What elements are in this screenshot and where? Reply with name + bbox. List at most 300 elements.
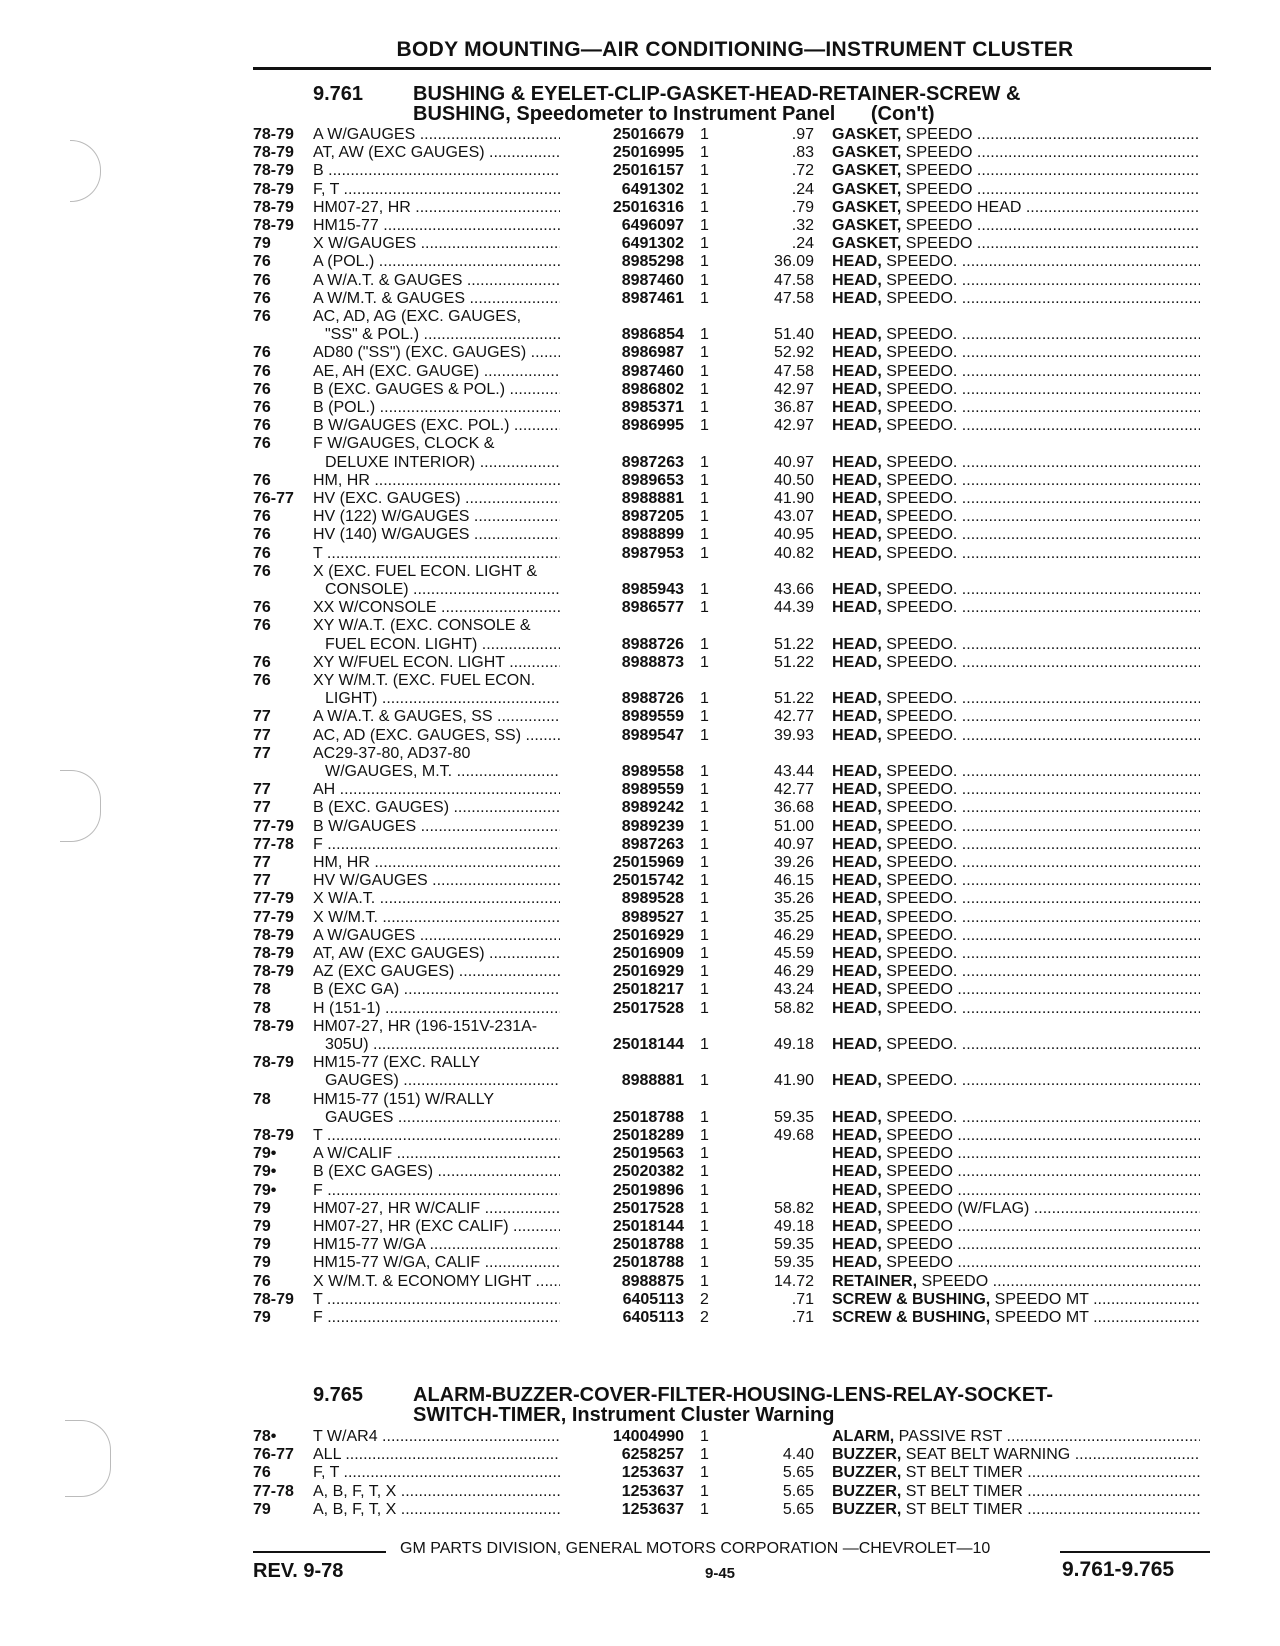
- part-name-bold: HEAD,: [832, 326, 882, 344]
- part-name-bold: RETAINER,: [832, 1272, 918, 1290]
- model-year: 76: [253, 271, 271, 289]
- part-name-detail: SPEEDO.: [881, 708, 958, 726]
- part-number: 6496097: [560, 217, 684, 235]
- table-row: [0, 435, 1280, 453]
- part-name-bold: HEAD,: [832, 817, 882, 835]
- table-row: [0, 636, 1280, 654]
- part-name-bold: SCREW & BUSHING,: [832, 1290, 991, 1308]
- application-desc: X W/GAUGES .....: [313, 235, 581, 253]
- part-number: 25019896: [560, 1182, 684, 1200]
- quantity: 1: [700, 471, 709, 489]
- part-name: [832, 781, 1200, 799]
- section-number: 9.765: [313, 1384, 364, 1406]
- price: 40.82: [773, 544, 814, 562]
- part-name-bold: HEAD,: [832, 289, 882, 307]
- application-desc: AC, AD (EXC. GAUGES, SS) .....: [313, 727, 581, 745]
- quantity: 1: [700, 1036, 709, 1053]
- price: 59.35: [773, 1236, 814, 1254]
- application-desc: XX W/CONSOLE .....: [313, 599, 581, 617]
- model-year: 79: [253, 1218, 271, 1235]
- model-year: 78: [253, 999, 271, 1017]
- application-desc: A W/A.T. & GAUGES .....: [313, 272, 581, 290]
- part-name-bold: HEAD,: [832, 453, 882, 471]
- price: 47.58: [773, 271, 814, 289]
- part-name-detail: SPEEDO.: [881, 471, 958, 489]
- part-name: [832, 1109, 1200, 1127]
- price: 5.65: [782, 1464, 814, 1482]
- price: 36.87: [773, 399, 814, 416]
- table-row: [0, 927, 1280, 945]
- part-name: [832, 981, 1200, 999]
- price: 46.15: [773, 872, 814, 890]
- part-number: 1253637: [560, 1464, 684, 1482]
- part-name: [832, 799, 1200, 817]
- price: 42.77: [773, 708, 814, 726]
- part-name: [832, 818, 1200, 836]
- model-year: 78-79: [253, 144, 294, 162]
- part-name-detail: SPEEDO.: [881, 490, 958, 507]
- part-name-detail: SPEEDO: [901, 126, 973, 143]
- table-row: [0, 545, 1280, 563]
- part-name: [832, 690, 1200, 708]
- application-desc: HV (140) W/GAUGES .....: [313, 526, 581, 544]
- section-title-rest: Speedometer to Instrument Panel: [516, 103, 836, 125]
- quantity: 1: [700, 708, 709, 726]
- quantity: 1: [700, 1163, 709, 1181]
- quantity: 1: [700, 817, 709, 835]
- part-name-bold: HEAD,: [832, 835, 882, 853]
- model-year: 76: [253, 308, 271, 325]
- part-name-detail: SPEEDO: [881, 981, 953, 999]
- part-name-detail: SPEEDO.: [881, 417, 958, 435]
- price: 40.97: [773, 453, 814, 471]
- price: .71: [791, 1309, 814, 1326]
- quantity: 1: [700, 999, 709, 1017]
- price: 40.95: [773, 526, 814, 544]
- table-row: [0, 781, 1280, 799]
- table-row: [0, 454, 1280, 472]
- part-number: 8987953: [560, 545, 684, 563]
- price: .24: [791, 235, 814, 253]
- part-name: [832, 1236, 1200, 1254]
- application-desc: X W/M.T. .....: [313, 909, 581, 927]
- price: 39.26: [773, 854, 814, 871]
- price: 49.68: [773, 1127, 814, 1144]
- quantity: 1: [700, 126, 709, 143]
- part-name-bold: BUZZER,: [832, 1464, 902, 1482]
- price: 4.40: [782, 1446, 814, 1464]
- part-name-detail: SPEEDO.: [881, 835, 958, 853]
- quantity: 1: [700, 1127, 709, 1144]
- part-name: [832, 890, 1200, 908]
- price: .72: [791, 162, 814, 180]
- part-name-detail: SPEEDO: [901, 217, 973, 234]
- application-desc: F .....: [313, 836, 581, 854]
- table-row: [0, 363, 1280, 381]
- part-name-bold: SCREW & BUSHING,: [832, 1309, 991, 1326]
- price: 35.26: [773, 890, 814, 908]
- part-name-detail: SPEEDO.: [881, 854, 958, 871]
- part-name-bold: BUZZER,: [832, 1500, 902, 1518]
- footer-revision: REV. 9-78: [253, 1560, 344, 1582]
- application-desc: AC, AD, AG (EXC. GAUGES,: [313, 308, 522, 325]
- model-year: 76: [253, 526, 271, 544]
- part-number: 25017528: [560, 1000, 684, 1018]
- part-name-bold: HEAD,: [832, 999, 882, 1017]
- price: 59.35: [773, 1254, 814, 1272]
- part-name: [832, 1291, 1200, 1309]
- part-name-detail: SPEEDO.: [881, 817, 958, 835]
- part-name: [832, 144, 1200, 162]
- part-number: 8989558: [560, 763, 684, 781]
- part-number: 8987263: [560, 836, 684, 854]
- model-year: 76: [253, 562, 271, 580]
- part-name-detail: SPEEDO (W/FLAG): [881, 1199, 1030, 1217]
- part-number: 8986854: [560, 326, 684, 344]
- table-row: [0, 1109, 1280, 1127]
- quantity: 1: [700, 490, 709, 507]
- table-row: [0, 945, 1280, 963]
- quantity: 1: [700, 890, 709, 908]
- footer-section-range: 9.761-9.765: [1062, 1558, 1175, 1581]
- table-row: [0, 144, 1280, 162]
- part-number: 8985943: [560, 581, 684, 599]
- part-name: [832, 727, 1200, 745]
- table-row: [0, 508, 1280, 526]
- table-row: [0, 217, 1280, 235]
- price: 51.00: [773, 817, 814, 835]
- model-year: 76: [253, 544, 271, 562]
- quantity: 1: [700, 144, 709, 162]
- part-name: [832, 454, 1200, 472]
- part-name-bold: HEAD,: [832, 1254, 882, 1272]
- model-year: 77: [253, 781, 271, 799]
- part-name-bold: HEAD,: [832, 344, 882, 362]
- part-name-detail: SPEEDO.: [881, 799, 958, 817]
- part-name-bold: BUZZER,: [832, 1446, 902, 1464]
- part-number: 8987205: [560, 508, 684, 526]
- application-desc: A (POL.) .....: [313, 253, 581, 271]
- price: 47.58: [773, 289, 814, 307]
- model-year: 77-78: [253, 1482, 294, 1500]
- part-name-bold: HEAD,: [832, 926, 882, 944]
- model-year: 79: [253, 1199, 271, 1217]
- part-name-bold: HEAD,: [832, 362, 882, 380]
- part-name-detail: SPEEDO: [917, 1272, 989, 1290]
- part-name: [832, 326, 1200, 344]
- table-row: [0, 344, 1280, 362]
- price: 14.72: [773, 1272, 814, 1290]
- part-name-detail: SPEEDO: [901, 162, 973, 180]
- quantity: 2: [700, 1309, 709, 1326]
- application-desc: ALL .....: [313, 1446, 581, 1464]
- table-row: [0, 1273, 1280, 1291]
- part-number: 8989559: [560, 708, 684, 726]
- model-year: 76: [253, 380, 271, 398]
- model-year: 76: [253, 653, 271, 671]
- application-desc: AH .....: [313, 781, 581, 799]
- application-desc: AC29-37-80, AD37-80: [313, 744, 471, 762]
- part-number: 8989239: [560, 818, 684, 836]
- part-name-detail: SPEEDO: [901, 180, 973, 198]
- part-name: [832, 253, 1200, 271]
- model-year: 78-79: [253, 1017, 294, 1035]
- part-name-bold: HEAD,: [832, 1036, 882, 1053]
- price: 35.25: [773, 908, 814, 926]
- part-name-detail: SPEEDO.: [881, 781, 958, 799]
- part-number: 8988881: [560, 1072, 684, 1090]
- part-name-bold: HEAD,: [832, 763, 882, 780]
- quantity: 1: [700, 198, 709, 216]
- model-year: 78-79: [253, 198, 294, 216]
- table-row: [0, 1036, 1280, 1054]
- part-name-detail: SPEEDO: [881, 1181, 953, 1199]
- price: 42.77: [773, 781, 814, 799]
- part-name-detail: SEAT BELT WARNING: [901, 1446, 1071, 1464]
- application-desc: B W/GAUGES .....: [313, 818, 581, 836]
- model-year: 76: [253, 1464, 271, 1482]
- part-name: [832, 508, 1200, 526]
- part-name: [832, 272, 1200, 290]
- part-number: 25016909: [560, 945, 684, 963]
- part-name-detail: PASSIVE RST: [894, 1428, 1003, 1445]
- application-desc: T .....: [313, 1291, 581, 1309]
- part-number: 8989242: [560, 799, 684, 817]
- application-desc: XY W/A.T. (EXC. CONSOLE &: [313, 617, 531, 635]
- part-name-bold: HEAD,: [832, 544, 882, 562]
- model-year: 77-79: [253, 817, 294, 835]
- table-row: [0, 1145, 1280, 1163]
- section-title-line2: [413, 104, 935, 124]
- part-name-bold: HEAD,: [832, 726, 882, 744]
- part-number: 25016929: [560, 963, 684, 981]
- part-name-detail: SPEEDO.: [881, 271, 958, 289]
- model-year: 78-79: [253, 1290, 294, 1308]
- price: 52.92: [773, 344, 814, 362]
- part-name-bold: HEAD,: [832, 1218, 882, 1235]
- part-name: [832, 872, 1200, 890]
- table-row: [0, 1000, 1280, 1018]
- part-name: [832, 1000, 1200, 1018]
- application-desc: HM07-27, HR (196-151V-231A-: [313, 1017, 538, 1035]
- price: 51.22: [773, 635, 814, 653]
- application-desc: XY W/M.T. (EXC. FUEL ECON.: [313, 672, 536, 689]
- model-year: 78-79: [253, 963, 294, 981]
- quantity: 1: [700, 344, 709, 362]
- part-number: 8987460: [560, 363, 684, 381]
- part-number: 25016995: [560, 144, 684, 162]
- part-number: 6491302: [560, 181, 684, 199]
- part-name-bold: GASKET,: [832, 217, 902, 234]
- part-name: [832, 1145, 1200, 1163]
- quantity: 1: [700, 1500, 709, 1518]
- application-desc: HM, HR .....: [313, 472, 581, 490]
- part-name-bold: BUZZER,: [832, 1482, 902, 1500]
- table-row: [0, 1200, 1280, 1218]
- application-desc: HM15-77 (151) W/RALLY: [313, 1090, 495, 1108]
- page-header-title: BODY MOUNTING—AIR CONDITIONING—INSTRUMENT CLUSTER: [396, 38, 1074, 61]
- application-desc: F, T .....: [313, 1464, 581, 1482]
- part-name-bold: HEAD,: [832, 490, 882, 507]
- part-name: [832, 1464, 1200, 1482]
- part-name-bold: HEAD,: [832, 854, 882, 871]
- table-row: [0, 272, 1280, 290]
- price: 36.68: [773, 799, 814, 817]
- quantity: 1: [700, 326, 709, 344]
- application-desc: FUEL ECON. LIGHT) .....: [313, 636, 593, 654]
- part-number: 8988875: [560, 1273, 684, 1291]
- part-name-detail: SPEEDO.: [881, 963, 958, 981]
- table-row: [0, 654, 1280, 672]
- model-year: 77-79: [253, 908, 294, 926]
- part-name-detail: SPEEDO.: [881, 544, 958, 562]
- part-name-bold: HEAD,: [832, 890, 882, 908]
- table-row: [0, 708, 1280, 726]
- part-number: 8986987: [560, 344, 684, 362]
- quantity: 1: [700, 690, 709, 708]
- part-name: [832, 344, 1200, 362]
- application-desc: A W/GAUGES .....: [313, 927, 581, 945]
- table-row: [0, 617, 1280, 635]
- part-name-detail: SPEEDO.: [881, 763, 958, 780]
- part-name-detail: SPEEDO.: [881, 1072, 958, 1090]
- part-number: 8986577: [560, 599, 684, 617]
- application-desc: HM07-27, HR W/CALIF .....: [313, 1200, 581, 1218]
- part-name: [832, 1309, 1200, 1327]
- quantity: 1: [700, 180, 709, 198]
- application-desc: LIGHT) .....: [313, 690, 593, 708]
- part-name-detail: SPEEDO.: [881, 1036, 958, 1053]
- quantity: 1: [700, 1108, 709, 1126]
- section-title-cont: (Con't): [870, 103, 935, 125]
- table-row: [0, 981, 1280, 999]
- table-row: [0, 745, 1280, 763]
- price: .79: [791, 198, 814, 216]
- table-row: [0, 253, 1280, 271]
- model-year: 76: [253, 617, 271, 635]
- price: 42.97: [773, 417, 814, 435]
- part-name-detail: SPEEDO HEAD: [901, 198, 1022, 216]
- quantity: 1: [700, 1218, 709, 1235]
- section-title-line2: [413, 1405, 834, 1425]
- price: 43.07: [773, 508, 814, 526]
- application-desc: B W/GAUGES (EXC. POL.) .....: [313, 417, 581, 435]
- model-year: 76: [253, 1272, 271, 1290]
- application-desc: AT, AW (EXC GAUGES) .....: [313, 945, 581, 963]
- table-row: [0, 1291, 1280, 1309]
- part-name-detail: SPEEDO.: [881, 599, 958, 617]
- part-name: [832, 599, 1200, 617]
- part-name-detail: SPEEDO.: [881, 690, 958, 708]
- part-name: [832, 909, 1200, 927]
- part-name: [832, 1182, 1200, 1200]
- part-name-detail: SPEEDO.: [881, 326, 958, 344]
- part-number: 25018289: [560, 1127, 684, 1145]
- part-number: 25018144: [560, 1218, 684, 1236]
- application-desc: F .....: [313, 1309, 581, 1327]
- application-desc: F, T .....: [313, 181, 581, 199]
- quantity: 1: [700, 963, 709, 981]
- part-name-bold: HEAD,: [832, 399, 882, 416]
- part-name-bold: HEAD,: [832, 1108, 882, 1126]
- quantity: 1: [700, 253, 709, 271]
- part-name: [832, 235, 1200, 253]
- part-name-bold: HEAD,: [832, 963, 882, 981]
- part-name-bold: HEAD,: [832, 417, 882, 435]
- part-name: [832, 963, 1200, 981]
- model-year: 78-79: [253, 945, 294, 962]
- part-name-bold: HEAD,: [832, 1072, 882, 1090]
- price: 43.66: [773, 581, 814, 598]
- part-number: 8989559: [560, 781, 684, 799]
- price: 43.24: [773, 981, 814, 999]
- model-year: 76: [253, 362, 271, 380]
- model-year: 76: [253, 289, 271, 307]
- application-desc: AT, AW (EXC GAUGES) .....: [313, 144, 581, 162]
- part-name-detail: SPEEDO.: [881, 635, 958, 653]
- part-name: [832, 126, 1200, 144]
- quantity: 1: [700, 1236, 709, 1254]
- table-row: [0, 490, 1280, 508]
- part-name-detail: SPEEDO.: [881, 362, 958, 380]
- application-desc: AE, AH (EXC. GAUGE) .....: [313, 363, 581, 381]
- part-name: [832, 417, 1200, 435]
- part-name-bold: HEAD,: [832, 690, 882, 708]
- application-desc: H (151-1) .....: [313, 1000, 581, 1018]
- model-year: 78: [253, 1090, 271, 1108]
- part-number: 25018144: [560, 1036, 684, 1054]
- part-name-detail: SPEEDO.: [881, 453, 958, 471]
- model-year: 77: [253, 708, 271, 726]
- part-number: 25016679: [560, 126, 684, 144]
- part-name: [832, 636, 1200, 654]
- table-row: [0, 1446, 1280, 1464]
- part-name-detail: SPEEDO: [881, 1163, 953, 1181]
- part-name-detail: ST BELT TIMER: [901, 1482, 1023, 1500]
- quantity: 1: [700, 217, 709, 234]
- model-year: 79•: [253, 1181, 277, 1199]
- application-desc: W/GAUGES, M.T. .....: [313, 763, 593, 781]
- price: 41.90: [773, 490, 814, 507]
- price: 40.97: [773, 835, 814, 853]
- price: 51.22: [773, 690, 814, 708]
- model-year: 79•: [253, 1145, 277, 1163]
- part-name-bold: HEAD,: [832, 526, 882, 544]
- part-number: 6491302: [560, 235, 684, 253]
- table-row: [0, 836, 1280, 854]
- footer-corporation: GM PARTS DIVISION, GENERAL MOTORS CORPORATION —CHEVROLET—10: [400, 1540, 991, 1557]
- part-number: 8987263: [560, 454, 684, 472]
- part-name-detail: ST BELT TIMER: [901, 1464, 1023, 1482]
- price: 59.35: [773, 1108, 814, 1126]
- part-name-detail: SPEEDO.: [881, 945, 958, 962]
- part-name: [832, 1163, 1200, 1181]
- part-name-bold: GASKET,: [832, 162, 902, 180]
- part-number: 8989547: [560, 727, 684, 745]
- quantity: 1: [700, 508, 709, 526]
- part-name: [832, 763, 1200, 781]
- part-number: 25020382: [560, 1163, 684, 1181]
- table-row: [0, 381, 1280, 399]
- quantity: 1: [700, 1145, 709, 1163]
- application-desc: F .....: [313, 1182, 581, 1200]
- price: 49.18: [773, 1036, 814, 1053]
- table-row: [0, 563, 1280, 581]
- model-year: 77: [253, 744, 271, 762]
- part-name-detail: SPEEDO.: [881, 908, 958, 926]
- part-name-detail: SPEEDO.: [881, 289, 958, 307]
- application-desc: X W/M.T. & ECONOMY LIGHT .....: [313, 1273, 581, 1291]
